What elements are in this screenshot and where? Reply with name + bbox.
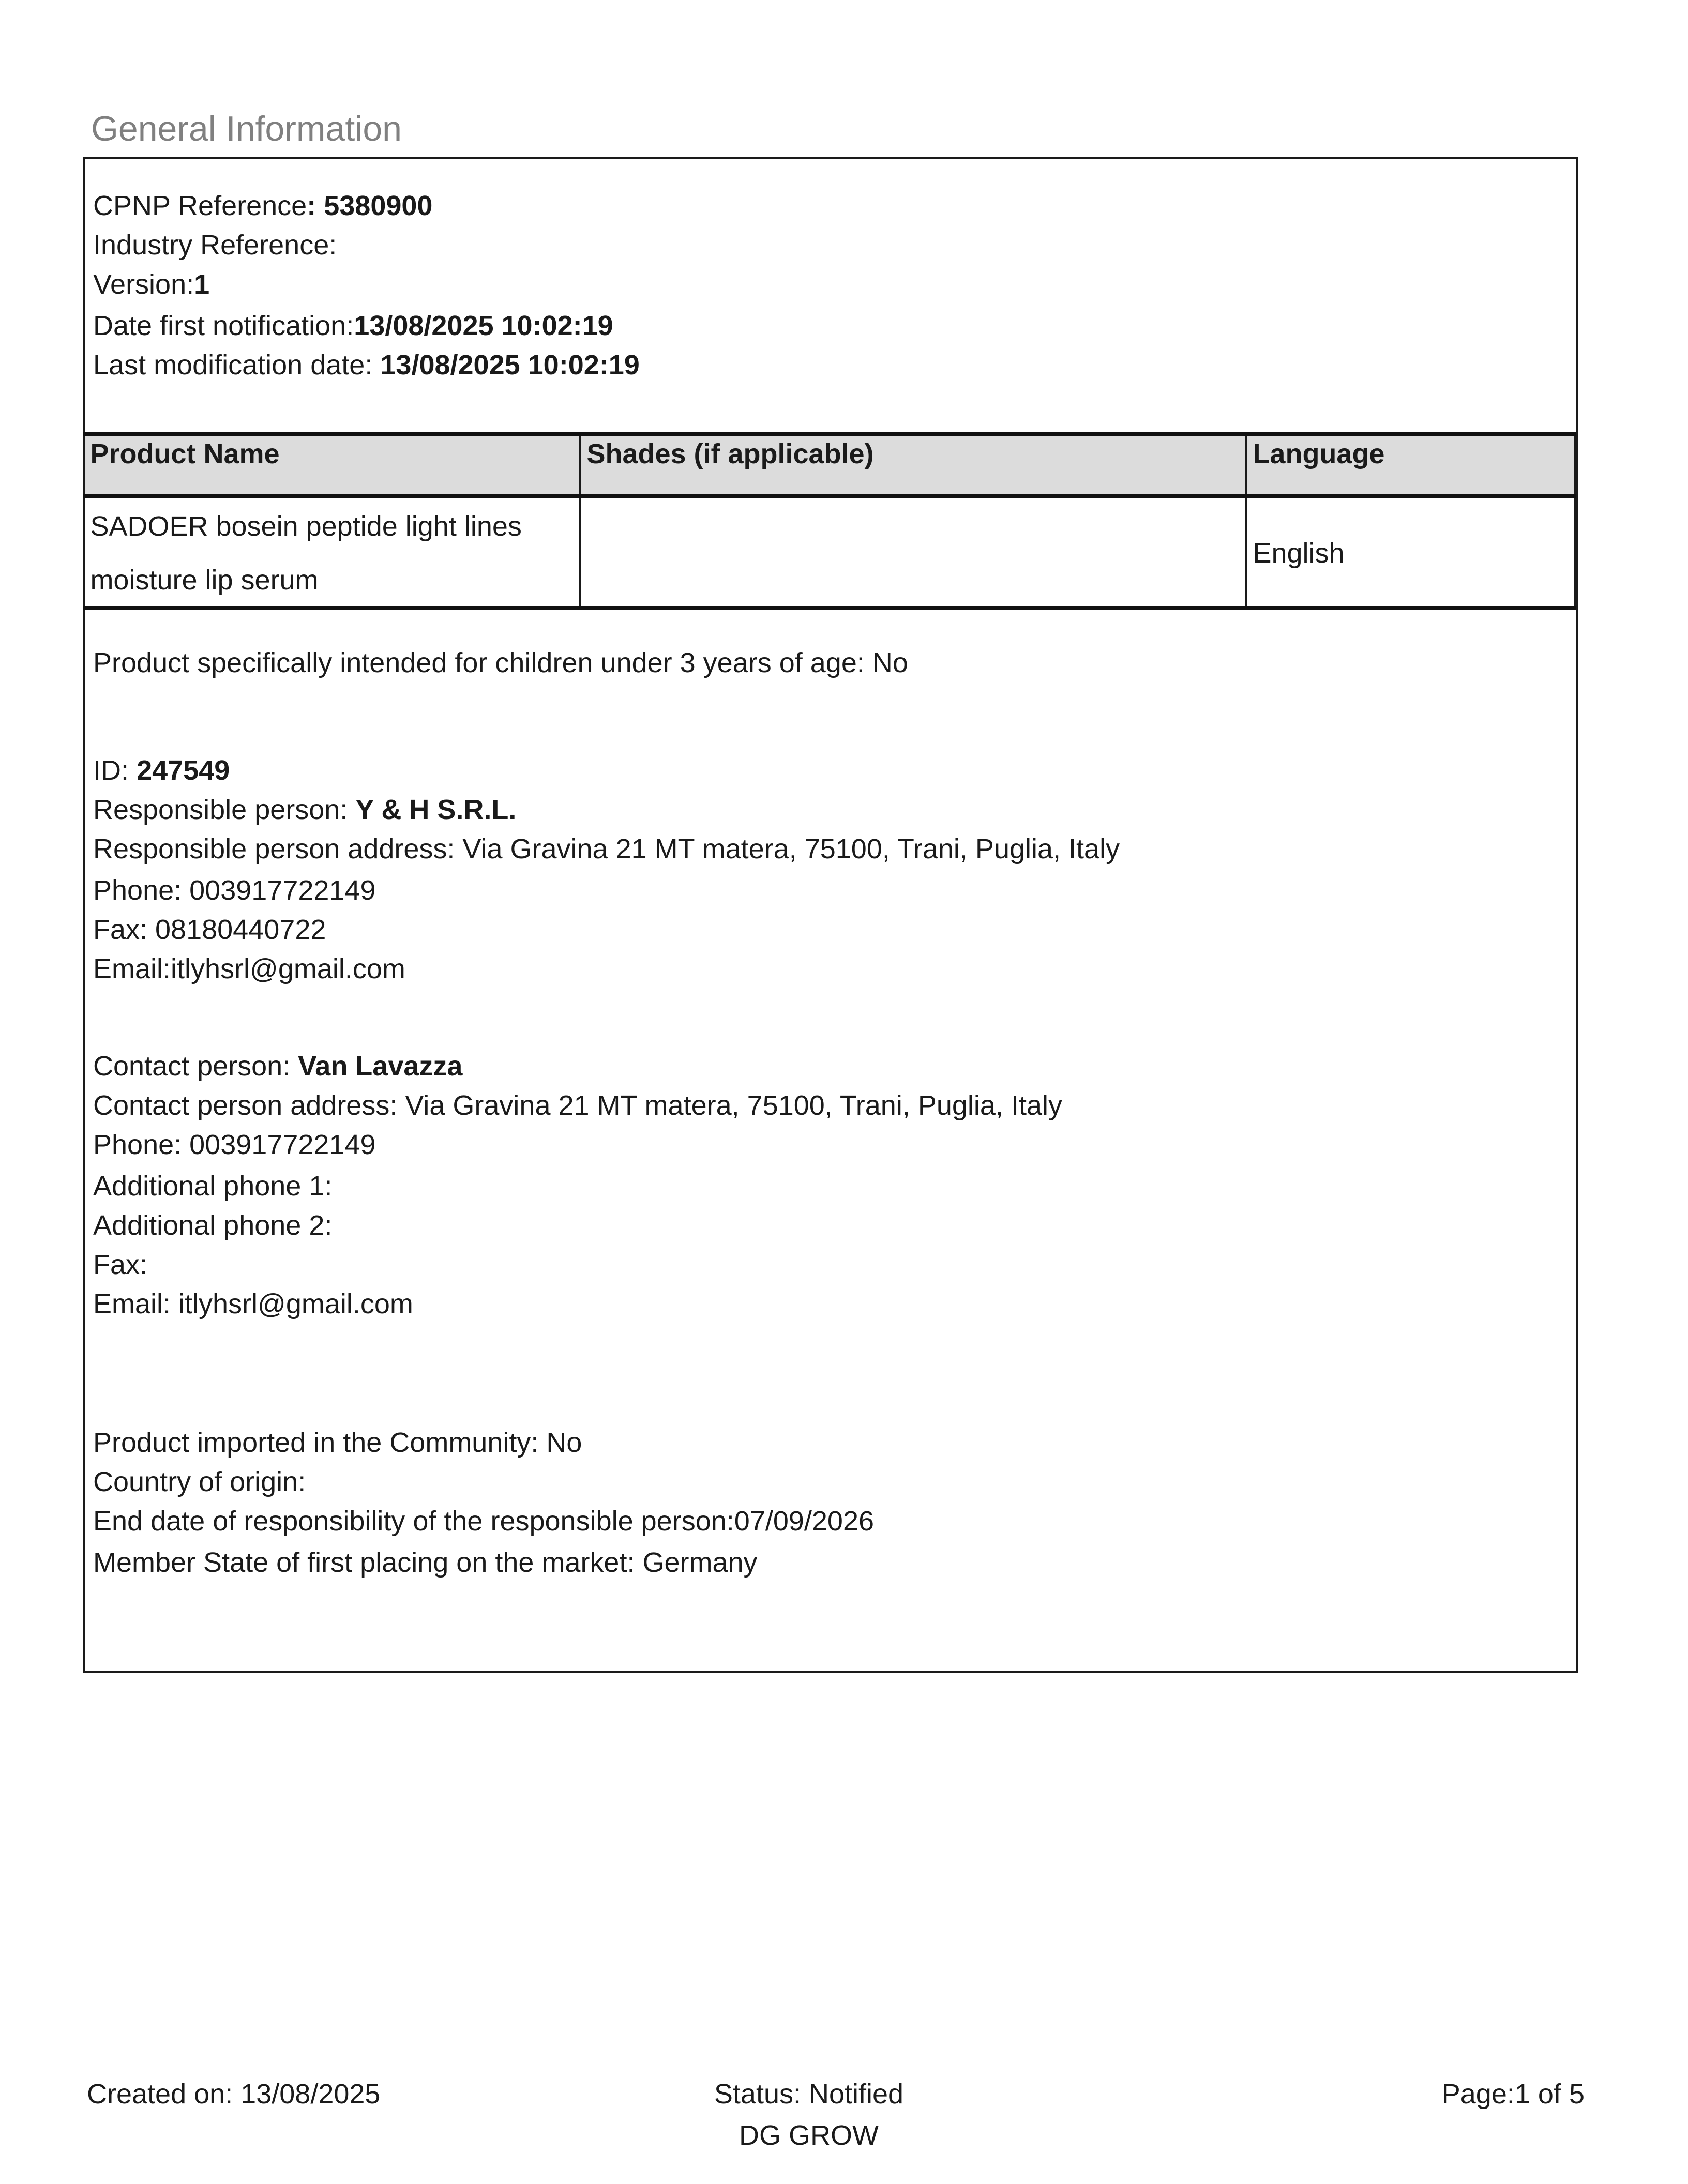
product-name-line1: SADOER bosein peptide light lines bbox=[90, 511, 522, 542]
col-header-language: Language bbox=[1245, 434, 1574, 496]
product-table-row bbox=[83, 496, 1574, 608]
last-modification-line bbox=[93, 345, 1568, 385]
country-of-origin-line: Country of origin: bbox=[93, 1466, 306, 1498]
responsible-person-address-line: Responsible person address: Via Gravina 21 MT matera, 75100, Trani, Puglia, Italy bbox=[93, 834, 1120, 866]
id-line bbox=[93, 751, 1568, 791]
industry-reference-line bbox=[93, 226, 1568, 266]
product-name-cell bbox=[83, 496, 579, 608]
contact-phone-line: Phone: 003917722149 bbox=[93, 1130, 376, 1161]
additional-phone-2-line: Additional phone 2: bbox=[93, 1209, 333, 1241]
responsible-person-label: Responsible person: bbox=[93, 794, 356, 826]
last-modification-label: Last modification date: bbox=[93, 349, 381, 381]
responsible-fax-line: Fax: 08180440722 bbox=[93, 914, 326, 945]
last-modification-value: 13/08/2025 10:02:19 bbox=[380, 349, 640, 381]
col-header-shades: Shades (if applicable) bbox=[579, 434, 1245, 496]
reference-block bbox=[93, 186, 1568, 385]
responsible-person-block bbox=[93, 751, 1568, 989]
col-header-product-name: Product Name bbox=[83, 434, 579, 496]
responsible-phone-line: Phone: 003917722149 bbox=[93, 874, 376, 905]
member-state-line: Member State of first placing on the market: Germany bbox=[93, 1546, 758, 1578]
children-statement-line: Product specifically intended for children under 3 years of age: No bbox=[93, 647, 908, 678]
import-info-block bbox=[93, 1423, 1568, 1582]
footer-page-number: Page:1 of 5 bbox=[1441, 2079, 1585, 2110]
additional-phone-1-line: Additional phone 1: bbox=[93, 1170, 333, 1201]
contact-person-line bbox=[93, 1046, 1568, 1086]
version-value: 1 bbox=[194, 269, 210, 301]
industry-reference-label: Industry Reference: bbox=[93, 230, 337, 261]
shades-cell bbox=[579, 496, 1245, 608]
date-first-notification-label: Date first notification: bbox=[93, 309, 354, 341]
date-first-notification-value: 13/08/2025 10:02:19 bbox=[354, 309, 613, 341]
version-line bbox=[93, 266, 1568, 306]
contact-person-block bbox=[93, 1046, 1568, 1325]
footer-status: Status: Notified bbox=[714, 2079, 904, 2110]
product-table-header-row bbox=[83, 434, 1574, 496]
footer-created-on: Created on: 13/08/2025 bbox=[87, 2079, 381, 2110]
product-table bbox=[82, 432, 1575, 610]
contact-fax-line: Fax: bbox=[93, 1249, 148, 1281]
responsible-person-line bbox=[93, 791, 1568, 830]
id-label: ID: bbox=[93, 755, 137, 786]
contact-person-label: Contact person: bbox=[93, 1051, 298, 1082]
cpnp-reference-line bbox=[93, 186, 1568, 226]
version-label: Version: bbox=[93, 269, 194, 301]
date-first-notification-line bbox=[93, 305, 1568, 345]
page-title: General Information bbox=[91, 110, 402, 149]
product-name-line2: moisture lip serum bbox=[90, 564, 319, 595]
children-statement-block bbox=[93, 643, 1568, 683]
id-value: 247549 bbox=[137, 755, 230, 786]
general-info-box bbox=[83, 157, 1578, 1673]
responsible-email-line: Email:itlyhsrl@gmail.com bbox=[93, 953, 405, 985]
contact-person-address-line: Contact person address: Via Gravina 21 MT matera, 75100, Trani, Puglia, Italy bbox=[93, 1090, 1062, 1121]
cpnp-reference-value: : 5380900 bbox=[307, 190, 433, 221]
language-cell: English bbox=[1245, 496, 1574, 608]
contact-person-value: Van Lavazza bbox=[298, 1051, 463, 1082]
contact-email-line: Email: itlyhsrl@gmail.com bbox=[93, 1288, 413, 1320]
footer-org: DG GROW bbox=[739, 2120, 879, 2151]
end-date-responsibility-line: End date of responsibility of the responsible person:07/09/2026 bbox=[93, 1506, 875, 1538]
product-imported-line: Product imported in the Community: No bbox=[93, 1427, 582, 1458]
cpnp-reference-label: CPNP Reference bbox=[93, 190, 307, 221]
responsible-person-value: Y & H S.R.L. bbox=[355, 794, 517, 826]
